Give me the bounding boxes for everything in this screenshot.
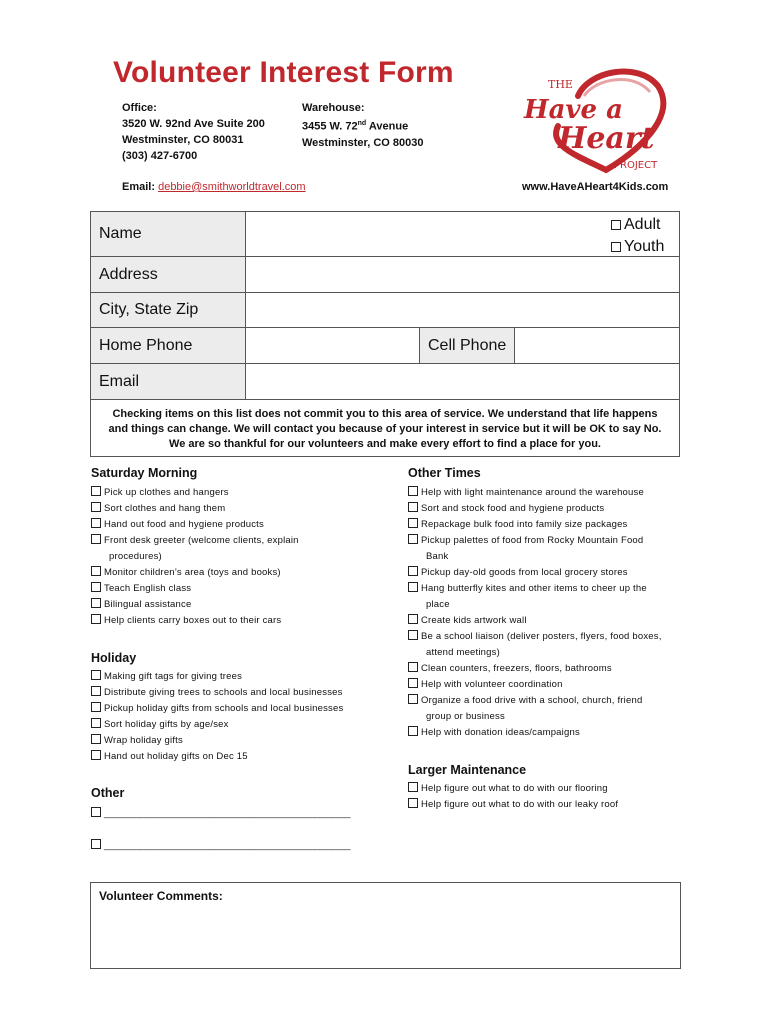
checklist-item[interactable]: Sort clothes and hang them: [91, 501, 225, 517]
notice-text: Checking items on this list does not commit you to this area of service. We understand that life happens and things can change. We will contact you because of your interest in service but it will be OK to say No. We are so thankful for our volunteers and make every effort to find a place for you.: [91, 400, 679, 456]
checklist-item[interactable]: Making gift tags for giving trees: [91, 669, 242, 685]
checklist-item[interactable]: Monitor children’s area (toys and books): [91, 565, 281, 581]
logo-line3: PROJECT: [614, 160, 658, 171]
have-a-heart-logo: [518, 66, 678, 174]
email-field-label: Email: [91, 364, 246, 399]
checklist-item-continued: group or business: [426, 711, 505, 722]
logo-line2: Heart: [558, 121, 655, 156]
name-row: [91, 212, 679, 257]
city-row: [91, 293, 679, 328]
checklist-item[interactable]: Pickup palettes of food from Rocky Mountain Food: [408, 533, 643, 549]
checklist-item[interactable]: Repackage bulk food into family size packages: [408, 517, 628, 533]
checklist-item[interactable]: Distribute giving trees to schools and local businesses: [91, 685, 343, 701]
larger-maintenance-title: Larger Maintenance: [408, 763, 527, 777]
name-label: Name: [91, 212, 246, 256]
adult-checkbox[interactable]: [611, 220, 621, 230]
warehouse-city: Westminster, CO 80030: [302, 136, 424, 149]
cell-phone-input[interactable]: [516, 328, 679, 363]
holiday-title: Holiday: [91, 651, 137, 665]
checklist-item[interactable]: Wrap holiday gifts: [91, 733, 183, 749]
checklist-item[interactable]: Teach English class: [91, 581, 191, 597]
checklist-item[interactable]: Hand out holiday gifts on Dec 15: [91, 749, 248, 765]
adult-option[interactable]: Adult: [611, 214, 664, 236]
city-label: City, State Zip: [91, 293, 246, 327]
youth-checkbox[interactable]: [611, 242, 621, 252]
checklist-item-continued: attend meetings): [426, 647, 500, 658]
warehouse-address: [302, 100, 423, 151]
other-times-title: Other Times: [408, 466, 481, 480]
other-blank-1[interactable]: _____________________________________________: [91, 806, 351, 822]
checklist-item-continued: Bank: [426, 551, 449, 562]
checklist-item-continued: place: [426, 599, 450, 610]
email-label: Email:: [122, 181, 156, 193]
office-address: [122, 100, 265, 164]
checklist-item[interactable]: Hand out food and hygiene products: [91, 517, 264, 533]
checklist-item[interactable]: Hang butterfly kites and other items to cheer up the: [408, 581, 647, 597]
checklist-item-continued: procedures): [109, 551, 162, 562]
checklist-item[interactable]: Organize a food drive with a school, church, friend: [408, 693, 642, 709]
email-row: [91, 364, 679, 400]
home-phone-label: Home Phone: [91, 328, 246, 363]
office-phone: (303) 427-6700: [122, 150, 198, 162]
checklist-item[interactable]: Pickup day-old goods from local grocery stores: [408, 565, 628, 581]
warehouse-label: Warehouse:: [302, 102, 365, 114]
checklist-item[interactable]: Help with light maintenance around the warehouse: [408, 485, 644, 501]
other-title: Other: [91, 786, 125, 800]
logo-the: THE: [548, 78, 573, 91]
checklist-item[interactable]: Be a school liaison (deliver posters, flyers, food boxes,: [408, 629, 662, 645]
office-label: Office:: [122, 102, 157, 114]
office-street: 3520 W. 92nd Ave Suite 200: [122, 118, 265, 130]
cell-phone-label: Cell Phone: [419, 328, 515, 363]
checklist-item[interactable]: Sort and stock food and hygiene products: [408, 501, 604, 517]
email-input[interactable]: [247, 364, 679, 399]
checklist-item[interactable]: Bilingual assistance: [91, 597, 191, 613]
comments-label: Volunteer Comments:: [99, 889, 223, 903]
checklist-item[interactable]: Help figure out what to do with our flooring: [408, 781, 608, 797]
checklist-item[interactable]: Clean counters, freezers, floors, bathrooms: [408, 661, 612, 677]
phone-row: [91, 328, 679, 364]
checklist-item[interactable]: Create kids artwork wall: [408, 613, 527, 629]
website-url[interactable]: www.HaveAHeart4Kids.com: [522, 181, 669, 193]
logo-line1: Have a: [524, 95, 623, 125]
contact-info-table: [90, 211, 680, 457]
city-input[interactable]: [247, 293, 679, 327]
name-input[interactable]: [247, 212, 607, 256]
warehouse-street: 3455 W. 72nd Avenue: [302, 120, 409, 133]
checklist-item[interactable]: Pick up clothes and hangers: [91, 485, 229, 501]
home-phone-input[interactable]: [247, 328, 419, 363]
checklist-item[interactable]: Sort holiday gifts by age/sex: [91, 717, 229, 733]
page-title: Volunteer Interest Form: [113, 56, 454, 89]
checklist-item[interactable]: Help with donation ideas/campaigns: [408, 725, 580, 741]
other-blank-2[interactable]: _____________________________________________: [91, 838, 351, 854]
checklist-item[interactable]: Front desk greeter (welcome clients, explain: [91, 533, 299, 549]
office-city: Westminster, CO 80031: [122, 134, 244, 146]
checklist-item[interactable]: Help with volunteer coordination: [408, 677, 563, 693]
saturday-title: Saturday Morning: [91, 466, 198, 480]
age-options: [611, 214, 664, 258]
address-label: Address: [91, 257, 246, 292]
checklist-item[interactable]: Help figure out what to do with our leaky roof: [408, 797, 618, 813]
address-row: [91, 257, 679, 293]
volunteer-comments-box[interactable]: [90, 882, 681, 969]
checklist-item[interactable]: Help clients carry boxes out to their cars: [91, 613, 281, 629]
address-input[interactable]: [247, 257, 679, 292]
youth-option[interactable]: Youth: [611, 236, 664, 258]
checklist-item[interactable]: Pickup holiday gifts from schools and local businesses: [91, 701, 343, 717]
email-link[interactable]: debbie@smithworldtravel.com: [158, 181, 306, 193]
contact-email: [122, 181, 306, 193]
